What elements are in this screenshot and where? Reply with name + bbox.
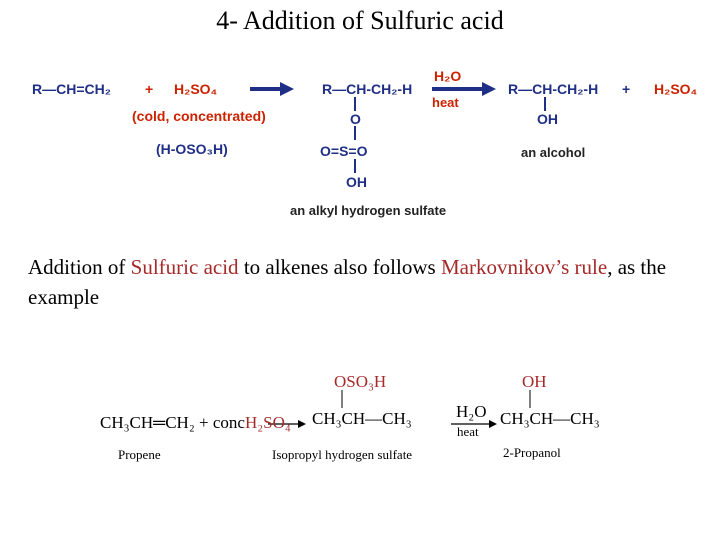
example-arrow-2-head (489, 420, 497, 428)
propanol-hydroxyl: OH (522, 372, 547, 391)
alcohol-hydroxyl: OH (537, 111, 558, 127)
isopropyl-hydrogen-sulfate-label: Isopropyl hydrogen sulfate (272, 447, 413, 462)
water-reagent: H₂O (434, 68, 462, 84)
alcohol-label: an alcohol (521, 145, 586, 160)
slide-title: 4- Addition of Sulfuric acid (216, 6, 504, 35)
heat-condition: heat (432, 95, 459, 110)
oso3h-group: OSO₃H (334, 372, 387, 391)
example-water-reagent: H₂O (456, 402, 487, 421)
paragraph-text-3: , as the example (28, 255, 667, 309)
paragraph-text-2: to alkenes also follows (238, 255, 441, 279)
paragraph-text-1: Addition of (28, 255, 131, 279)
sulfonyl-group: O=S=O (320, 143, 368, 159)
example-heat-condition: heat (457, 424, 479, 439)
propene-reactant (100, 413, 291, 433)
markovnikov-rule-highlight: Markovnikov’s rule (440, 255, 608, 279)
intermediate-chain: R—CH‐CH₂‐H (322, 81, 413, 97)
explanation-paragraph (28, 252, 708, 312)
alkyl-hydrogen-sulfate-label: an alkyl hydrogen sulfate (290, 203, 447, 218)
sulfuric-acid-highlight: Sulfuric acid (130, 255, 239, 279)
intermediate-oxygen: O (350, 111, 361, 127)
intermediate-hydroxyl: OH (346, 174, 367, 190)
propanol-chain: CH₃CH—CH₃ (500, 409, 600, 428)
alkene-reactant: R—CH=CH₂ (32, 81, 111, 97)
alcohol-chain: R—CH‐CH₂‐H (508, 81, 599, 97)
isopropyl-chain: CH₃CH—CH₃ (312, 409, 412, 428)
2-propanol-label: 2-Propanol (503, 445, 561, 460)
regenerated-sulfuric-acid: H₂SO₄ (654, 81, 698, 97)
reaction-condition: (cold, concentrated) (132, 108, 266, 124)
example-arrow-1-head (298, 420, 306, 428)
propene-label: Propene (118, 447, 161, 462)
conc-sulfuric-acid: H₂SO₄ (244, 413, 291, 432)
sulfuric-acid-formula: (H-OSO₃H) (156, 141, 228, 157)
reaction-arrow-2-head (482, 82, 496, 96)
product-plus-sign: + (622, 81, 631, 97)
propene-formula: CH₃CH═CH₂ + conc (100, 413, 245, 432)
plus-sign: + (145, 81, 154, 97)
sulfuric-acid-reagent: H₂SO₄ (174, 81, 218, 97)
reaction-arrow-1-head (280, 82, 294, 96)
